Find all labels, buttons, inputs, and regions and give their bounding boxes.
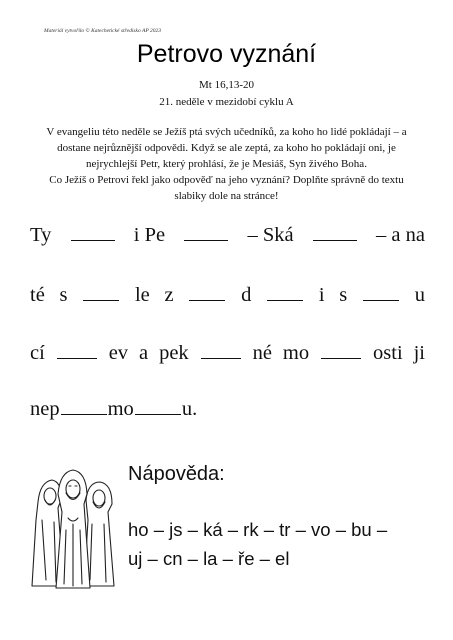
word-fragment: pek: [159, 342, 189, 364]
word-fragment: s: [339, 284, 348, 306]
word-fragment: – Ská: [247, 224, 294, 246]
page-title: Petrovo vyznání: [136, 40, 317, 68]
fill-blank[interactable]: [313, 222, 357, 241]
fill-blank[interactable]: [189, 282, 225, 301]
fill-blank[interactable]: [363, 282, 399, 301]
apostles-illustration: [28, 460, 118, 590]
exercise-row-1: [30, 222, 425, 247]
word-fragment: né: [252, 342, 272, 364]
word-fragment: le: [134, 284, 150, 306]
fill-blank[interactable]: [267, 282, 303, 301]
fill-blank[interactable]: [61, 396, 107, 415]
word-fragment: s: [59, 284, 68, 306]
word-fragment: Ty: [30, 224, 52, 246]
fill-blank[interactable]: [83, 282, 119, 301]
word-fragment: u: [414, 284, 425, 306]
syllable-list-line-1: ho – js – ká – rk – tr – vo – bu –: [128, 519, 388, 540]
task-instructions: Co Ježíš o Petrovi řekl jako odpověď na jeho vyznání? Doplňte správně do textu slabiky dole na stránce!: [49, 174, 404, 202]
fill-blank[interactable]: [71, 222, 115, 241]
word-fragment: mo: [282, 342, 310, 364]
bible-reference: Mt 16,13-20: [199, 79, 254, 91]
hint-heading: Nápověda:: [128, 463, 225, 485]
word-fragment: d: [241, 284, 252, 306]
fill-blank[interactable]: [321, 340, 361, 359]
word-fragment: osti: [373, 342, 403, 364]
intro-paragraph: V evangeliu této neděle se Ježíš ptá svých učedníků, za koho ho lidé pokládají – a dostane nejrůznější odpovědi. Když se ale zeptá, za koho ho pokládají oni, je nejrychlejší Petr, který prohlásí, že je Mesiáš, Syn živého Boha.: [46, 126, 407, 170]
fill-blank[interactable]: [135, 396, 181, 415]
word-fragment: ev: [108, 342, 129, 364]
exercise-row-4: [30, 396, 425, 421]
word-fragment: u.: [181, 398, 198, 420]
liturgical-occasion: 21. neděle v mezidobí cyklu A: [159, 96, 294, 108]
word-fragment: – a na: [376, 224, 425, 246]
word-fragment: i: [318, 284, 325, 306]
word-fragment: mo: [107, 398, 134, 420]
exercise-row-2: [30, 282, 425, 307]
word-fragment: i Pe: [133, 224, 166, 246]
word-fragment: nep: [30, 398, 60, 420]
word-fragment: a: [139, 342, 149, 364]
fill-blank[interactable]: [184, 222, 228, 241]
word-fragment: cí: [30, 342, 45, 364]
copyright-note: Materiál vytvořilo © Katechetické středisko AP 2023: [44, 28, 162, 34]
word-fragment: ji: [413, 342, 425, 364]
fill-blank[interactable]: [57, 340, 97, 359]
word-fragment: té: [30, 284, 45, 306]
word-fragment: z: [164, 284, 174, 306]
exercise-row-3: [30, 340, 425, 365]
syllable-list-line-2: uj – cn – la – ře – el: [128, 548, 290, 569]
fill-blank[interactable]: [201, 340, 241, 359]
